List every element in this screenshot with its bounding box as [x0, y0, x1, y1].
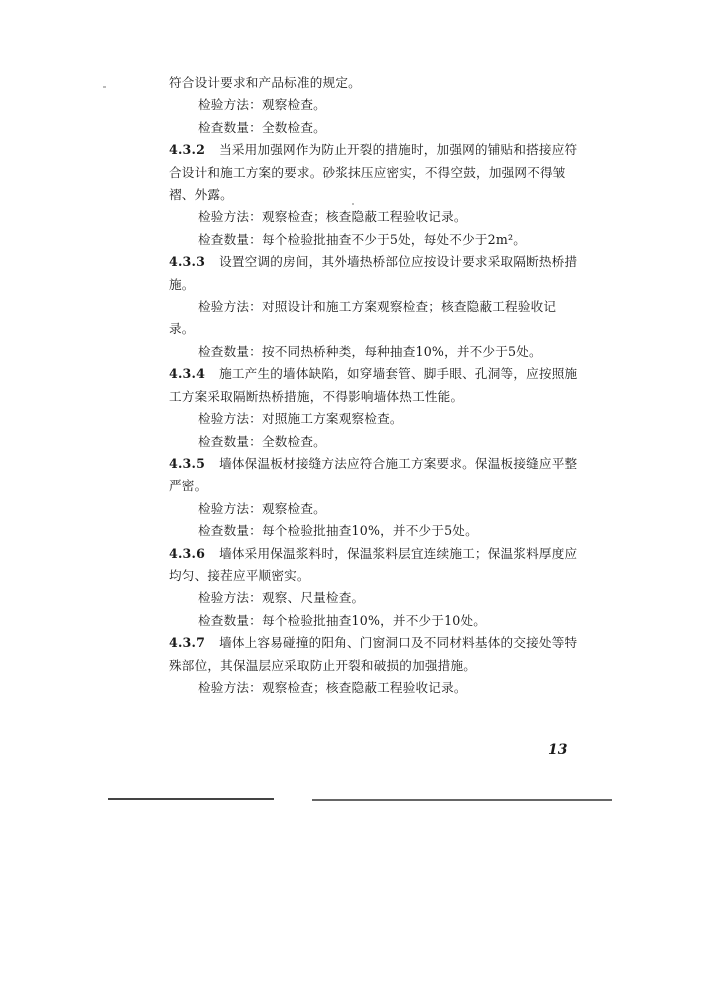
clause-4-3-7: [169, 632, 579, 677]
clause-number: 4.3.7: [169, 635, 206, 651]
inspection-method: 检验方法：观察检查；核查隐蔽工程验收记录。: [198, 679, 467, 695]
clause-4-3-2: [169, 139, 579, 206]
inspection-method: 检验方法：观察检查；核查隐蔽工程验收记录。: [198, 209, 467, 225]
inspection-quantity: 检查数量：每个检验批抽查10%，并不少于10处。: [198, 612, 487, 628]
inspection-quantity: 检查数量：每个检验批抽查10%，并不少于5处。: [198, 523, 478, 539]
scan-speck: [103, 86, 106, 88]
clause-number: 4.3.5: [169, 455, 206, 471]
clause-number: 4.3.6: [169, 545, 206, 561]
page-number: 13: [548, 742, 568, 758]
body-text: [169, 72, 579, 699]
inspection-method: 检验方法：观察检查。: [198, 500, 326, 516]
inspection-quantity: 检查数量：全数检查。: [198, 433, 326, 449]
inspection-quantity: 检查数量：每个检验批抽查不少于5处，每处不少于2m²。: [198, 231, 527, 247]
inspection-method: 检验方法：对照设计和施工方案观察检查；核查隐蔽工程验收记录。: [169, 299, 557, 337]
clause-text: 当采用加强网作为防止开裂的措施时，加强网的铺贴和搭接应符合设计和施工方案的要求。砂浆抹压应密实，不得空鼓，加强网不得皱褶、外露。: [169, 142, 578, 203]
clause-number: 4.3.4: [169, 366, 206, 382]
clause-text: 墙体采用保温浆料时，保温浆料层宜连续施工；保温浆料厚度应均匀、接茬应平顺密实。: [169, 545, 578, 583]
clause-4-3-3: [169, 251, 579, 296]
inspection-quantity: 检查数量：按不同热桥种类，每种抽查10%，并不少于5处。: [198, 343, 542, 359]
footer-rule: [312, 799, 612, 801]
clause-number: 4.3.3: [169, 254, 206, 270]
inspection-method: 检验方法：对照施工方案观察检查。: [198, 411, 403, 427]
clause-text: 墙体上容易碰撞的阳角、门窗洞口及不同材料基体的交接处等特殊部位，其保温层应采取防止开裂和破损的加强措施。: [169, 635, 578, 673]
clause-4-3-4: [169, 363, 579, 408]
footer-rule: [108, 798, 274, 800]
clause-text: 墙体保温板材接缝方法应符合施工方案要求。保温板接缝应平整严密。: [169, 455, 578, 494]
paragraph-continuation: 符合设计要求和产品标准的规定。: [169, 75, 361, 90]
clause-4-3-6: [169, 543, 579, 588]
clause-number: 4.3.2: [169, 142, 206, 158]
inspection-quantity: 检查数量：全数检查。: [198, 119, 326, 135]
clause-4-3-5: [169, 453, 579, 498]
clause-text: 施工产生的墙体缺陷，如穿墙套管、脚手眼、孔洞等，应按照施工方案采取隔断热桥措施，不得影响墙体热工性能。: [169, 366, 578, 404]
inspection-method: 检验方法：观察、尺量检查。: [198, 590, 365, 606]
inspection-method: 检验方法：观察检查。: [198, 97, 326, 113]
clause-text: 设置空调的房间，其外墙热桥部位应按设计要求采取隔断热桥措施。: [169, 254, 578, 292]
